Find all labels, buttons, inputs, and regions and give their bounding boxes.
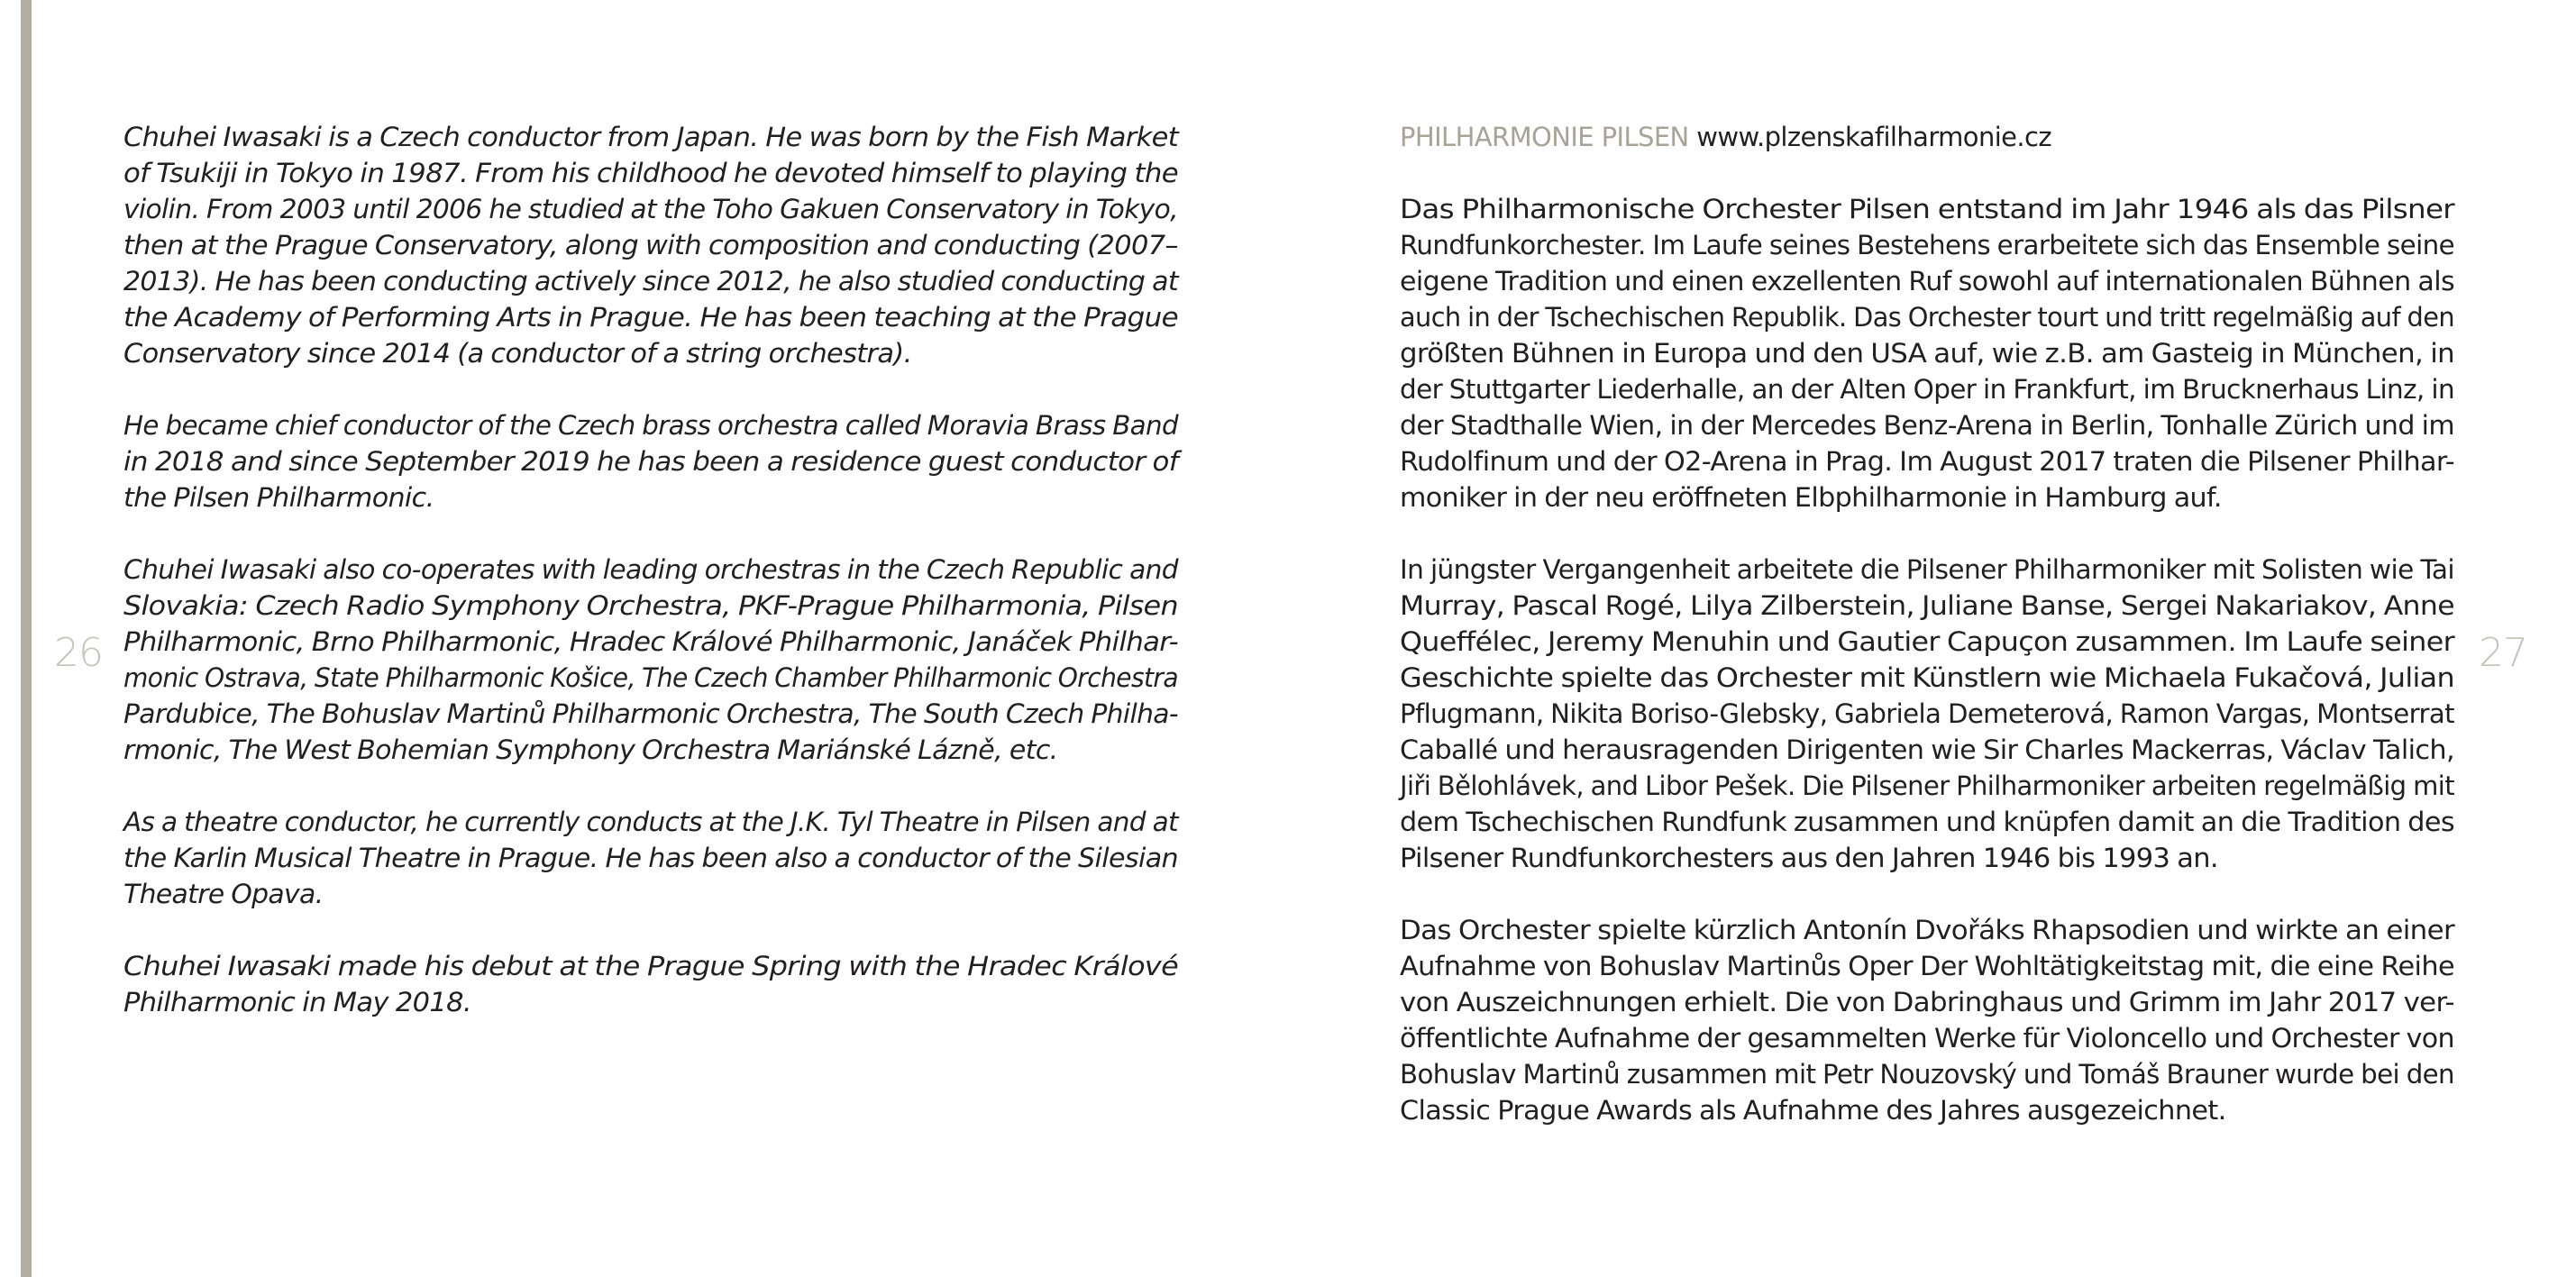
- text-line: [1400, 1020, 2454, 1056]
- text-line-content: Bohuslav Martinů zusammen mit Petr Nouzovský und Tomáš Brauner wurde bei den: [1400, 1059, 2454, 1090]
- text-line-content: Rudolfinum und der O2-Arena in Prag. Im August 2017 traten die Pilsener Philhar-: [1400, 446, 2454, 477]
- text-line-content: of Tsukiji in Tokyo in 1987. From his childhood he devoted himself to playing the: [123, 158, 1178, 188]
- text-line-content: He became chief conductor of the Czech brass orchestra called Moravia Brass Band: [123, 410, 1178, 441]
- page-number-left: 26: [54, 630, 103, 676]
- orchestra-website-link[interactable]: www.plzenskafilharmonie.cz: [1696, 122, 2052, 152]
- text-line-content: Conservatory since 2014 (a conductor of a string orchestra).: [123, 338, 912, 369]
- text-line-content: 2013). He has been conducting actively since 2012, he also studied conducting at: [123, 266, 1178, 296]
- text-line-content: Das Orchester spielte kürzlich Antonín Dvořáks Rhapsodien und wirkte an einer: [1400, 915, 2454, 945]
- text-line: [1400, 299, 2454, 335]
- text-line-content: the Academy of Performing Arts in Prague. He has been teaching at the Prague: [123, 302, 1178, 333]
- text-line-content: öffentlichte Aufnahme der gesammelten Werke für Violoncello und Orchester von: [1400, 1023, 2454, 1054]
- text-line-content: Jiři Bělohlávek, and Libor Pešek. Die Pilsener Philharmoniker arbeiten regelmäßig mit: [1400, 771, 2454, 801]
- text-line: [123, 732, 1178, 768]
- text-line: [1400, 335, 2454, 371]
- text-line: [123, 876, 1178, 912]
- text-line-content: Slovakia: Czech Radio Symphony Orchestra, PKF-Prague Philharmonia, Pilsen: [123, 590, 1178, 621]
- orchestra-name: PHILHARMONIE PILSEN: [1400, 122, 1689, 152]
- text-line: [1400, 227, 2454, 263]
- text-line: [1400, 371, 2454, 407]
- text-line-content: then at the Prague Conservatory, along with composition and conducting (2007–: [123, 230, 1178, 260]
- text-line-content: In jüngster Vergangenheit arbeitete die Pilsener Philharmoniker mit Solisten wie Tai: [1400, 554, 2454, 585]
- text-line: [1400, 660, 2454, 696]
- text-line: [123, 552, 1178, 588]
- text-line-content: moniker in der neu eröffneten Elbphilharmonie in Hamburg auf.: [1400, 482, 2222, 513]
- text-line-content: Classic Prague Awards als Aufnahme des Jahres ausgezeichnet.: [1400, 1095, 2226, 1126]
- text-line: [123, 984, 1178, 1020]
- text-line-content: von Auszeichnungen erhielt. Die von Dabringhaus und Grimm im Jahr 2017 ver-: [1400, 987, 2454, 1017]
- text-line: [123, 624, 1178, 660]
- text-line: [1400, 263, 2454, 299]
- text-line: [1400, 552, 2454, 588]
- text-line: [1400, 948, 2454, 984]
- text-line-content: Das Philharmonische Orchester Pilsen entstand im Jahr 1946 als das Pilsner: [1400, 194, 2454, 224]
- text-line: [123, 263, 1178, 299]
- text-line-content: Rundfunkorchester. Im Laufe seines Bestehens erarbeitete sich das Ensemble seine: [1400, 230, 2454, 260]
- text-line: [123, 479, 1178, 515]
- text-line-content: As a theatre conductor, he currently conducts at the J.K. Tyl Theatre in Pilsen and at: [123, 807, 1178, 837]
- text-line: [1400, 840, 2454, 876]
- text-line: [123, 155, 1178, 191]
- orchestra-heading: [1400, 119, 2454, 155]
- text-line-content: Queffélec, Jeremy Menuhin und Gautier Capuçon zusammen. Im Laufe seiner: [1400, 626, 2454, 657]
- text-line: [123, 227, 1178, 263]
- text-line-content: in 2018 and since September 2019 he has been a residence guest conductor of: [123, 446, 1178, 477]
- page-number-right: 27: [2479, 630, 2527, 676]
- text-line: [1400, 768, 2454, 804]
- text-line: [1400, 479, 2454, 515]
- text-line: [1400, 624, 2454, 660]
- text-line: [123, 407, 1178, 443]
- text-line-content: rmonic, The West Bohemian Symphony Orchestra Mariánské Lázně, etc.: [123, 734, 1058, 765]
- orchestra-paragraph: [1400, 552, 2454, 876]
- text-line: [123, 335, 1178, 371]
- text-line-content: the Pilsen Philharmonic.: [123, 482, 434, 513]
- text-line-content: Philharmonic, Brno Philharmonic, Hradec Králové Philharmonic, Janáček Philhar-: [123, 626, 1178, 657]
- text-line: [1400, 804, 2454, 840]
- text-line-content: größten Bühnen in Europa und den USA auf, wie z.B. am Gasteig in München, in: [1400, 338, 2454, 369]
- text-line: [123, 299, 1178, 335]
- text-line-content: dem Tschechischen Rundfunk zusammen und knüpfen damit an die Tradition des: [1400, 807, 2454, 837]
- spine-bar: [21, 0, 32, 1277]
- right-column-orchestra: [1400, 119, 2454, 1164]
- biography-paragraph: [123, 552, 1178, 768]
- text-line-content: Murray, Pascal Rogé, Lilya Zilberstein, Juliane Banse, Sergei Nakariakov, Anne: [1400, 590, 2454, 621]
- biography-paragraph: [123, 119, 1178, 371]
- text-line: [1400, 443, 2454, 479]
- text-line: [1400, 984, 2454, 1020]
- text-line: [123, 840, 1178, 876]
- text-line-content: Pilsener Rundfunkorchesters aus den Jahren 1946 bis 1993 an.: [1400, 843, 2218, 873]
- text-line: [123, 948, 1178, 984]
- text-line: [123, 443, 1178, 479]
- text-line-content: Chuhei Iwasaki also co-operates with leading orchestras in the Czech Republic and: [123, 554, 1178, 585]
- text-line-content: Theatre Opava.: [123, 879, 324, 909]
- left-column-biography: [123, 119, 1178, 1056]
- text-line-content: Philharmonic in May 2018.: [123, 987, 471, 1017]
- text-line-content: der Stuttgarter Liederhalle, an der Alten Oper in Frankfurt, im Brucknerhaus Linz, in: [1400, 374, 2454, 405]
- text-line-content: violin. From 2003 until 2006 he studied at the Toho Gakuen Conservatory in Tokyo,: [123, 194, 1178, 224]
- text-line: [123, 119, 1178, 155]
- orchestra-paragraph: [1400, 912, 2454, 1128]
- text-line-content: der Stadthalle Wien, in der Mercedes Benz-Arena in Berlin, Tonhalle Zürich und im: [1400, 410, 2454, 441]
- biography-paragraph: [123, 804, 1178, 912]
- text-line: [123, 588, 1178, 624]
- text-line: [1400, 732, 2454, 768]
- orchestra-paragraph: [1400, 191, 2454, 515]
- text-line-content: Aufnahme von Bohuslav Martinůs Oper Der Wohltätigkeitstag mit, die eine Reihe: [1400, 951, 2454, 981]
- biography-paragraph: [123, 407, 1178, 515]
- text-line-content: auch in der Tschechischen Republik. Das Orchester tourt und tritt regelmäßig auf den: [1400, 302, 2454, 333]
- text-line-content: Chuhei Iwasaki is a Czech conductor from Japan. He was born by the Fish Market: [123, 122, 1179, 152]
- text-line-content: Pardubice, The Bohuslav Martinů Philharmonic Orchestra, The South Czech Philha-: [123, 698, 1178, 729]
- text-line-content: Geschichte spielte das Orchester mit Künstlern wie Michaela Fukačová, Julian: [1400, 662, 2454, 693]
- text-line-content: Caballé und herausragenden Dirigenten wie Sir Charles Mackerras, Václav Talich,: [1400, 734, 2454, 765]
- text-line: [1400, 588, 2454, 624]
- text-line-content: monic Ostrava, State Philharmonic Košice, The Czech Chamber Philharmonic Orchestra: [123, 662, 1178, 693]
- text-line: [123, 660, 1178, 696]
- text-line: [1400, 696, 2454, 732]
- text-line: [123, 696, 1178, 732]
- biography-paragraph: [123, 948, 1178, 1020]
- text-line: [1400, 1092, 2454, 1128]
- text-line: [1400, 912, 2454, 948]
- text-line: [1400, 1056, 2454, 1092]
- text-line: [1400, 407, 2454, 443]
- text-line-content: Chuhei Iwasaki made his debut at the Prague Spring with the Hradec Králové: [123, 951, 1178, 981]
- text-line: [1400, 191, 2454, 227]
- text-line-content: eigene Tradition und einen exzellenten Ruf sowohl auf internationalen Bühnen als: [1400, 266, 2454, 296]
- text-line: [123, 191, 1178, 227]
- text-line: [123, 804, 1178, 840]
- text-line-content: the Karlin Musical Theatre in Prague. He has been also a conductor of the Silesian: [123, 843, 1178, 873]
- text-line-content: Pflugmann, Nikita Boriso-Glebsky, Gabriela Demeterová, Ramon Vargas, Montserrat: [1400, 698, 2454, 729]
